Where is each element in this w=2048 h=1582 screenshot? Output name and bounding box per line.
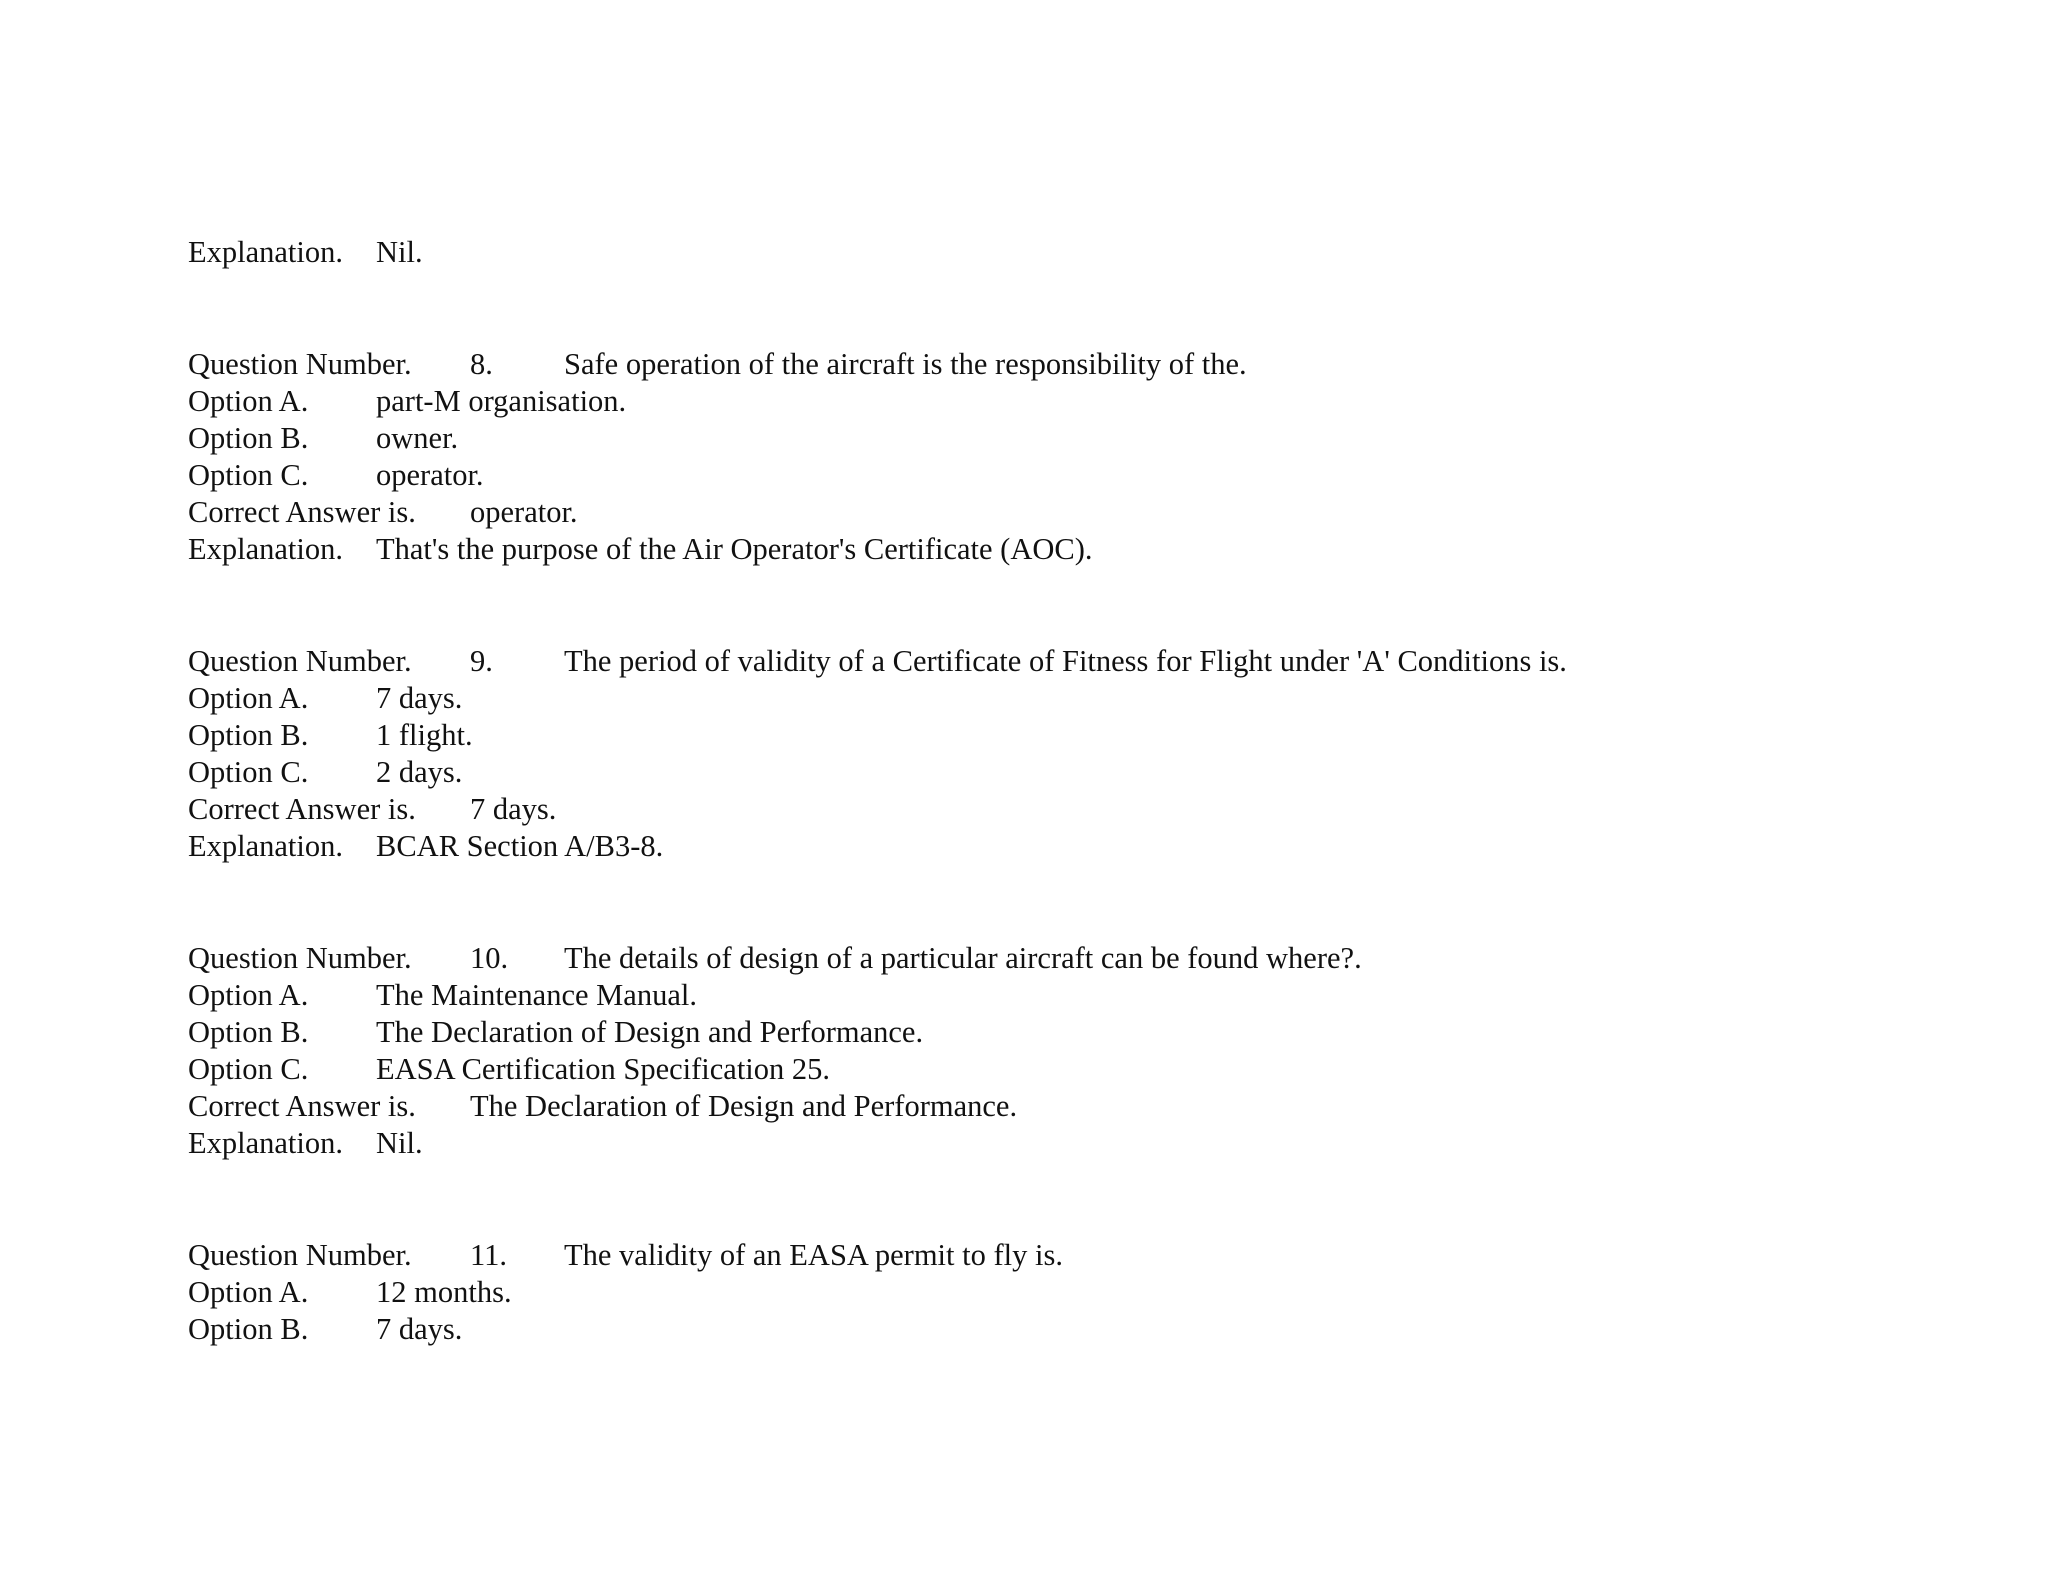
spacer: [188, 568, 1988, 643]
option-b-label: Option B.: [188, 421, 309, 455]
option-b-text: owner.: [376, 421, 459, 455]
question-text: Safe operation of the aircraft is the responsibility of the.: [564, 347, 1247, 381]
correct-answer-line: [188, 1088, 1988, 1125]
question-block-8: [188, 346, 1988, 568]
option-a-text: part-M organisation.: [376, 384, 627, 418]
option-a-label: Option A.: [188, 681, 309, 715]
question-line: [188, 940, 1988, 977]
explanation-text: Nil.: [376, 235, 423, 269]
question-line: [188, 643, 1988, 680]
explanation-label: Explanation.: [188, 829, 344, 863]
option-a-line: [188, 1274, 1988, 1311]
explanation-label: Explanation.: [188, 235, 344, 269]
question-block-9: [188, 643, 1988, 865]
spacer: [188, 271, 1988, 346]
question-text: The validity of an EASA permit to fly is.: [564, 1238, 1063, 1272]
question-line: [188, 346, 1988, 383]
option-b-line: [188, 420, 1988, 457]
option-b-label: Option B.: [188, 1312, 309, 1346]
explanation-text: That's the purpose of the Air Operator's Certificate (AOC).: [376, 532, 1093, 566]
option-b-line: [188, 1311, 1988, 1348]
question-number: 9.: [470, 644, 493, 678]
correct-answer-label: Correct Answer is.: [188, 495, 416, 529]
explanation-label: Explanation.: [188, 532, 344, 566]
option-c-line: [188, 1051, 1988, 1088]
option-b-line: [188, 717, 1988, 754]
explanation-line: [188, 1125, 1988, 1162]
option-c-text: EASA Certification Specification 25.: [376, 1052, 831, 1086]
question-text: The period of validity of a Certificate of Fitness for Flight under 'A' Conditions is.: [564, 644, 1567, 678]
option-b-line: [188, 1014, 1988, 1051]
question-number-label: Question Number.: [188, 1238, 412, 1272]
explanation-text: BCAR Section A/B3-8.: [376, 829, 664, 863]
question-block-11: [188, 1237, 1988, 1348]
option-b-text: The Declaration of Design and Performance.: [376, 1015, 924, 1049]
option-c-label: Option C.: [188, 1052, 309, 1086]
question-number: 8.: [470, 347, 493, 381]
option-c-line: [188, 457, 1988, 494]
question-block-10: [188, 940, 1988, 1162]
spacer: [188, 1162, 1988, 1237]
correct-answer-text: 7 days.: [470, 792, 557, 826]
explanation-line: [188, 531, 1988, 568]
option-a-line: [188, 383, 1988, 420]
preamble-explanation-line: [188, 234, 1988, 271]
option-a-label: Option A.: [188, 384, 309, 418]
question-line: [188, 1237, 1988, 1274]
option-a-label: Option A.: [188, 1275, 309, 1309]
option-b-label: Option B.: [188, 718, 309, 752]
option-a-label: Option A.: [188, 978, 309, 1012]
correct-answer-line: [188, 791, 1988, 828]
question-number: 10.: [470, 941, 509, 975]
correct-answer-label: Correct Answer is.: [188, 792, 416, 826]
option-b-label: Option B.: [188, 1015, 309, 1049]
correct-answer-label: Correct Answer is.: [188, 1089, 416, 1123]
option-b-text: 7 days.: [376, 1312, 463, 1346]
option-a-text: 12 months.: [376, 1275, 512, 1309]
question-number-label: Question Number.: [188, 347, 412, 381]
explanation-label: Explanation.: [188, 1126, 344, 1160]
option-b-text: 1 flight.: [376, 718, 473, 752]
question-number-label: Question Number.: [188, 941, 412, 975]
correct-answer-line: [188, 494, 1988, 531]
option-a-line: [188, 680, 1988, 717]
option-a-line: [188, 977, 1988, 1014]
option-c-text: 2 days.: [376, 755, 463, 789]
correct-answer-text: operator.: [470, 495, 578, 529]
option-a-text: 7 days.: [376, 681, 463, 715]
explanation-line: [188, 828, 1988, 865]
question-number: 11.: [470, 1238, 507, 1272]
explanation-text: Nil.: [376, 1126, 423, 1160]
option-c-label: Option C.: [188, 755, 309, 789]
spacer: [188, 865, 1988, 940]
correct-answer-text: The Declaration of Design and Performance.: [470, 1089, 1018, 1123]
question-number-label: Question Number.: [188, 644, 412, 678]
option-c-text: operator.: [376, 458, 484, 492]
option-c-label: Option C.: [188, 458, 309, 492]
question-text: The details of design of a particular aircraft can be found where?.: [564, 941, 1362, 975]
page-content: [188, 234, 1988, 1348]
option-c-line: [188, 754, 1988, 791]
option-a-text: The Maintenance Manual.: [376, 978, 697, 1012]
